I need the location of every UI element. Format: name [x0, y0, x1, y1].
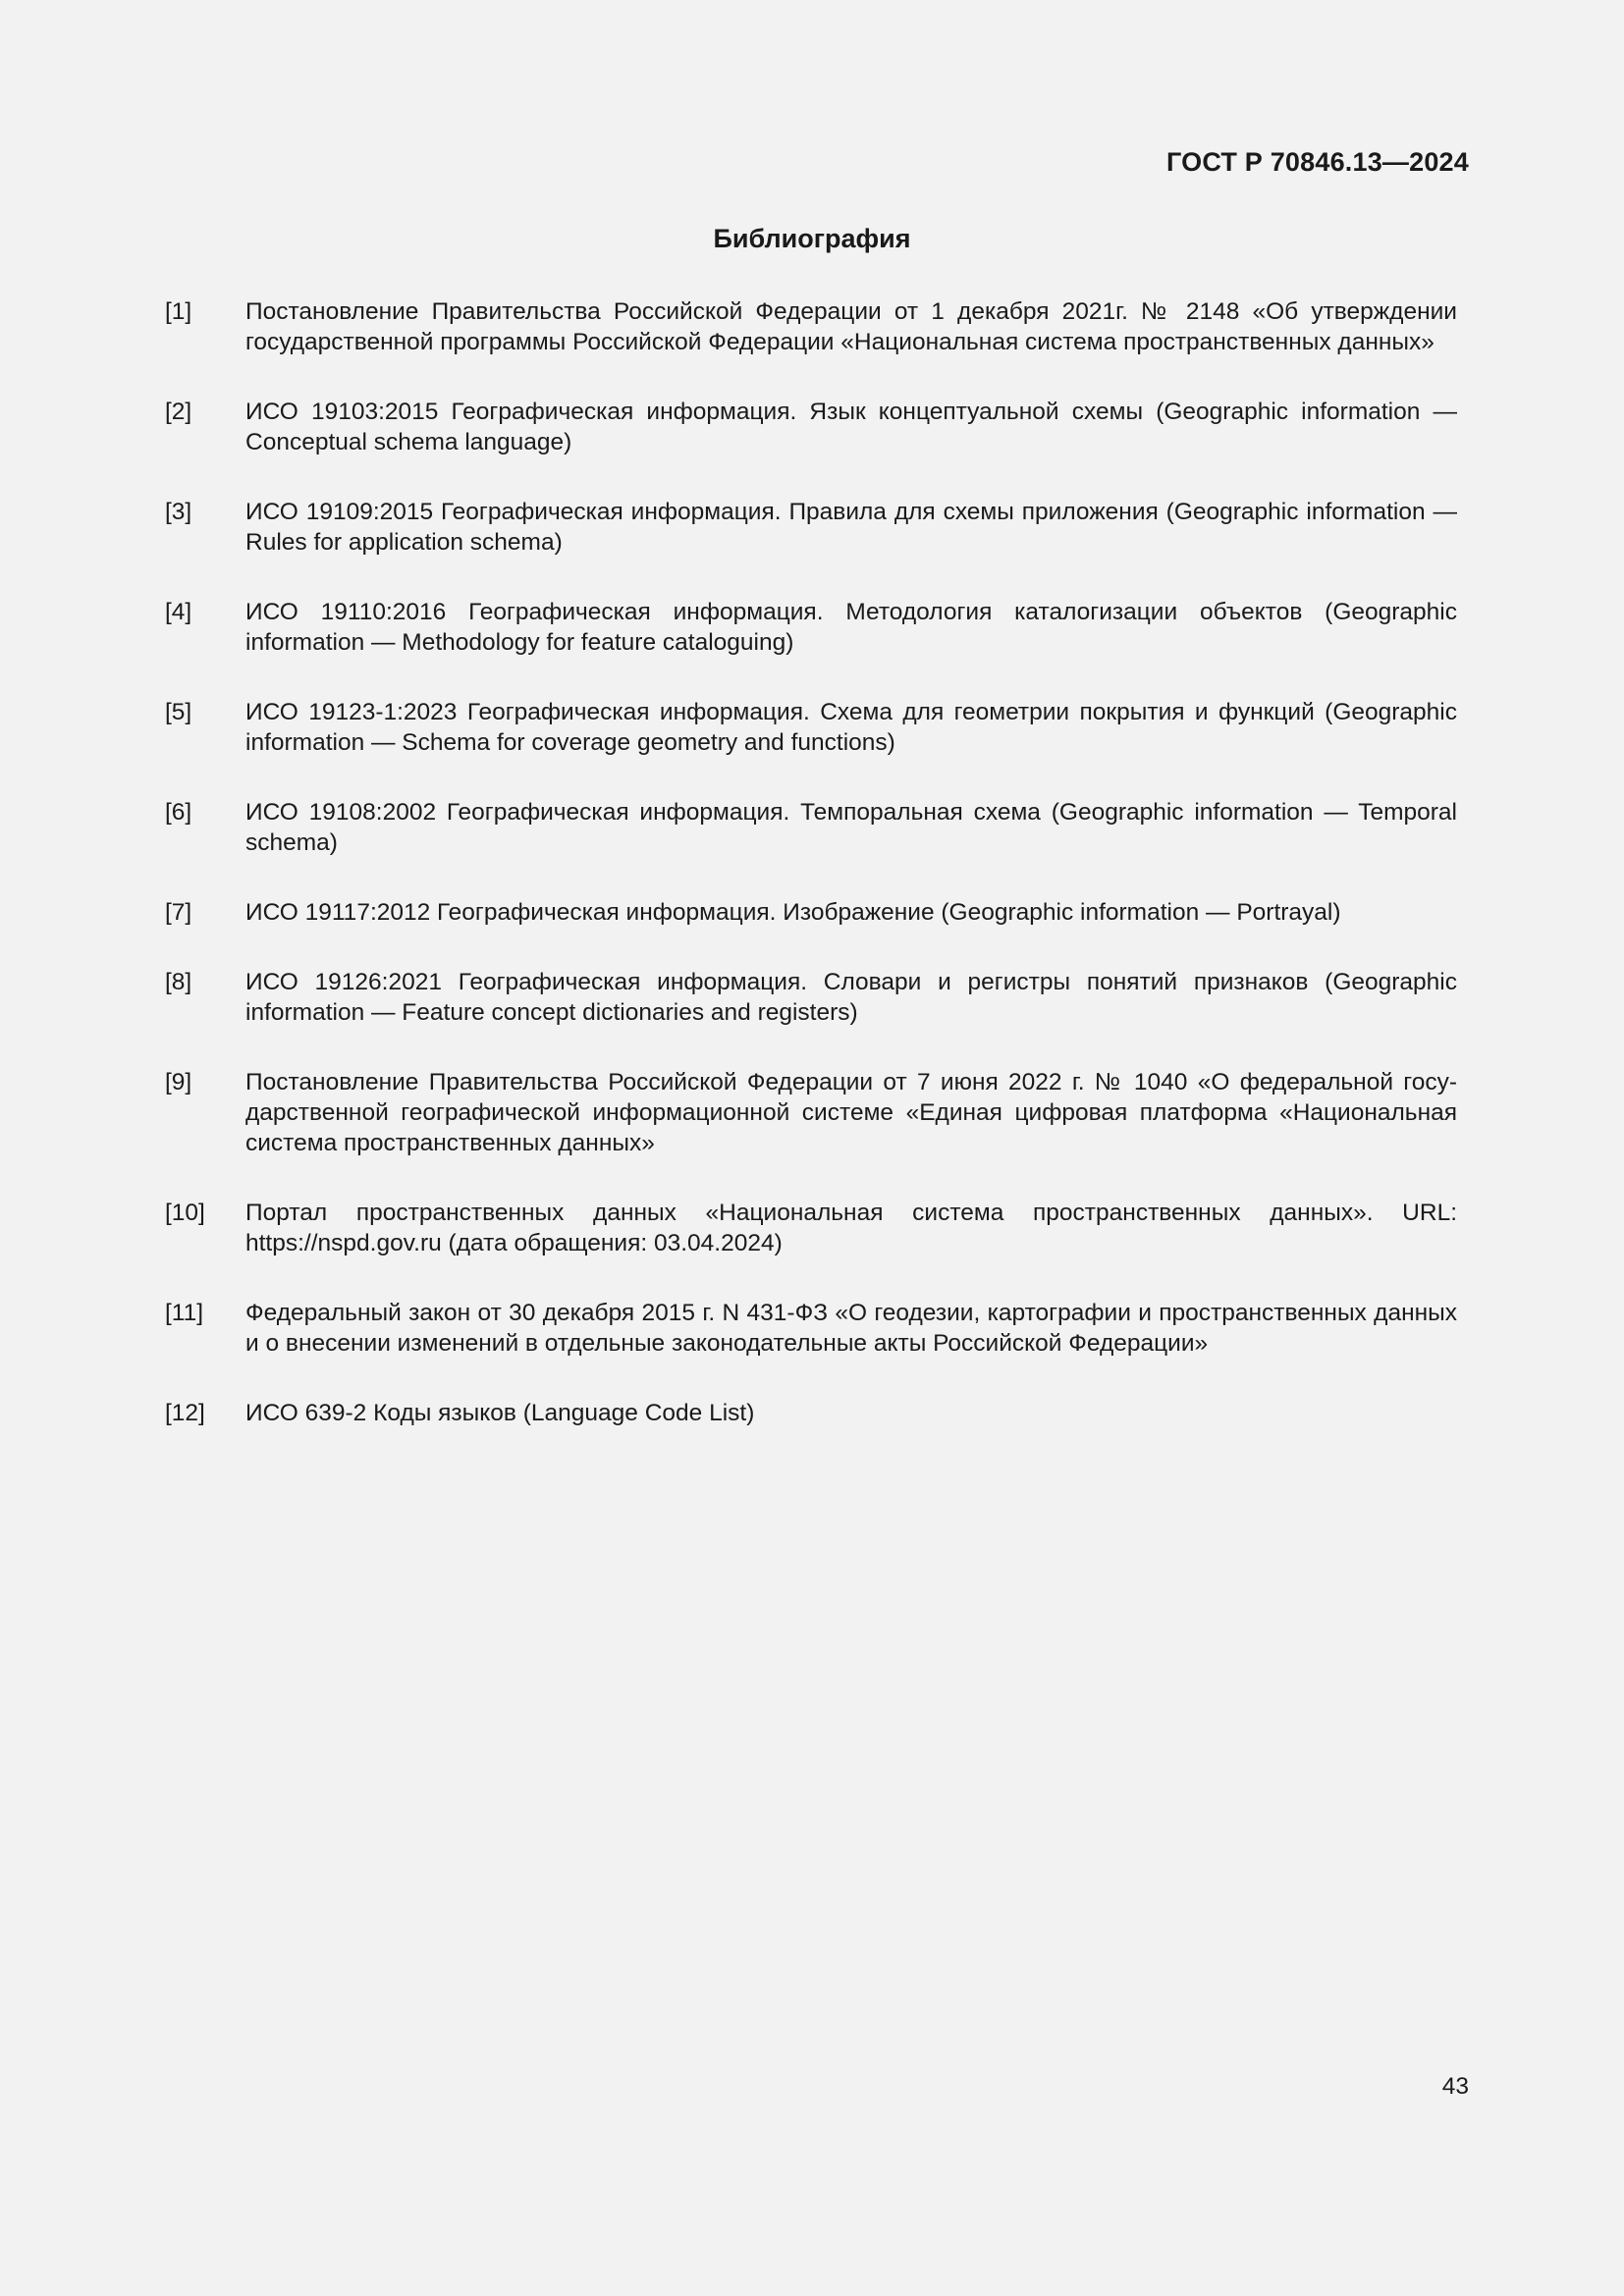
- entry-text: Портал пространственных данных «Национальная система пространственных данных». URL: https://nspd.gov.ru (дата обращения: 03.04.2024): [245, 1200, 1457, 1256]
- entry-text: Федеральный закон от 30 декабря 2015 г. N 431-ФЗ «О геодезии, картографии и пространственных данных и о внесении изменений в отдельные законодательные акты Российской Федерации»: [245, 1300, 1457, 1357]
- entry-number: [5]: [165, 699, 192, 725]
- bibliography-entry: [165, 1198, 1457, 1258]
- entry-number: [7]: [165, 899, 192, 926]
- entry-text: ИСО 19123-1:2023 Географическая информация. Схема для геометрии покрытия и функций (Geographic information — Schema for coverage geometry and functions): [245, 699, 1457, 756]
- entry-text: ИСО 19110:2016 Географическая информация. Методология каталогизации объектов (Geographic information — Methodology for feature cataloguing): [245, 599, 1457, 656]
- entry-number: [3]: [165, 499, 192, 525]
- page-number: 43: [1441, 2073, 1469, 2100]
- entry-text: ИСО 19108:2002 Географическая информация. Темпоральная схема (Geographic information — Temporal schema): [245, 799, 1457, 856]
- entry-number: [11]: [165, 1300, 204, 1326]
- entry-text: ИСО 19126:2021 Географическая информация. Словари и регистры понятий признаков (Geographic information — Feature concept dictionaries and registers): [245, 969, 1457, 1026]
- bibliography-entry: [165, 597, 1457, 658]
- entry-text: Постановление Правительства Российской Федерации от 1 декабря 2021г. № 2148 «Об утверждении государственной программы Российской Федерации «Национальная система пространственных данных»: [245, 298, 1457, 355]
- entry-text: ИСО 19117:2012 Географическая информация. Изображение (Geographic information — Portrayal): [245, 899, 1341, 926]
- entry-number: [6]: [165, 799, 192, 826]
- entry-number: [9]: [165, 1069, 192, 1095]
- bibliography-entry: [165, 967, 1457, 1028]
- entry-text: ИСО 19103:2015 Географическая информация. Язык концептуальной схемы (Geographic information — Conceptual schema language): [245, 399, 1457, 455]
- entry-number: [2]: [165, 399, 192, 425]
- bibliography-entry: [165, 497, 1457, 558]
- bibliography-entry: [165, 296, 1457, 357]
- entry-text: Постановление Правительства Российской Федерации от 7 июня 2022 г. № 1040 «О федеральной государственной географической информационной системе «Единая цифровая платформа «Национальная система пространственных данных»: [245, 1069, 1457, 1156]
- entry-number: [8]: [165, 969, 192, 995]
- bibliography-entry: [165, 697, 1457, 758]
- bibliography-entry: [165, 397, 1457, 457]
- entry-number: [1]: [165, 298, 192, 325]
- entry-number: [12]: [165, 1400, 205, 1426]
- document-code: ГОСТ Р 70846.13—2024: [1166, 147, 1469, 177]
- entry-number: [10]: [165, 1200, 205, 1226]
- page-title: Библиография: [713, 224, 911, 253]
- bibliography-entry: [165, 1067, 1457, 1158]
- entry-text: ИСО 19109:2015 Географическая информация. Правила для схемы приложения (Geographic information — Rules for application schema): [245, 499, 1457, 556]
- bibliography-entry: [165, 1398, 1457, 1428]
- entry-number: [4]: [165, 599, 192, 625]
- bibliography-entry: [165, 897, 1457, 928]
- entry-text: ИСО 639-2 Коды языков (Language Code List): [245, 1400, 755, 1426]
- bibliography-entry: [165, 797, 1457, 858]
- bibliography-list: [165, 296, 1457, 1468]
- bibliography-entry: [165, 1298, 1457, 1359]
